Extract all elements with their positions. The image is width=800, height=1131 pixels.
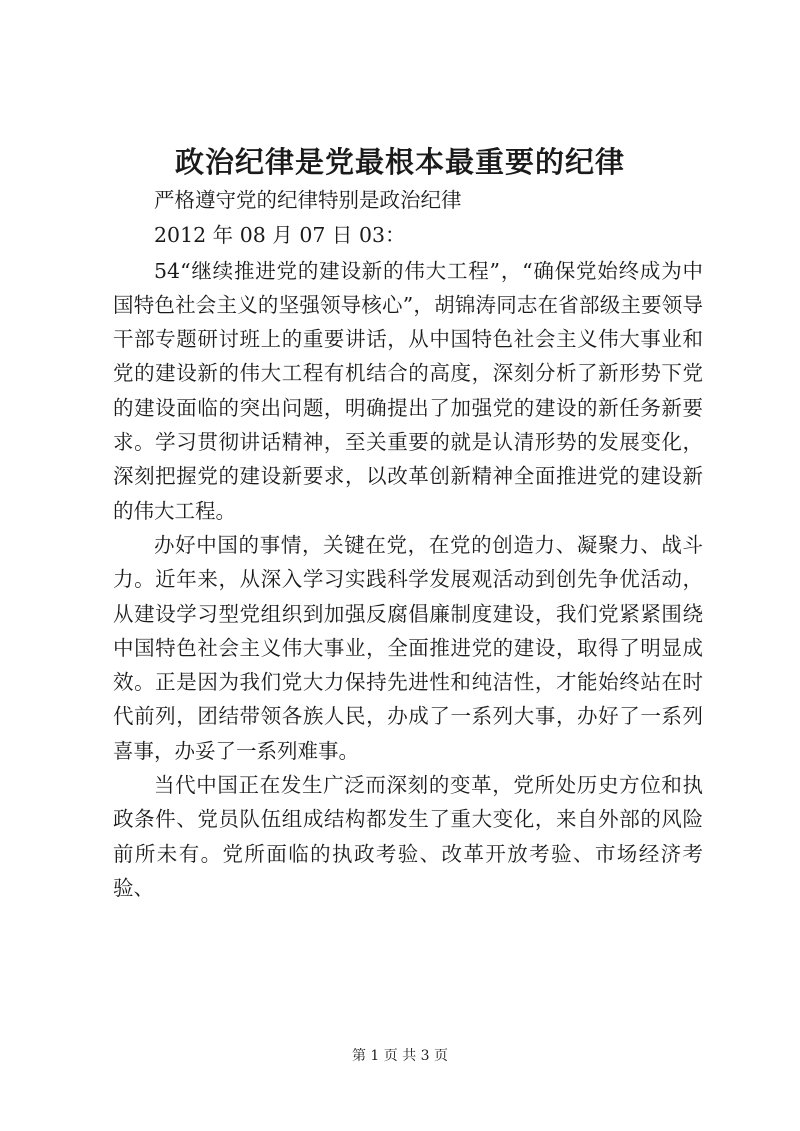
paragraph-1: 54“继续推进党的建设新的伟大工程”，“确保党始终成为中国特色社会主义的坚强领导核心”，胡锦涛同志在省部级主要领导干部专题研讨班上的重要讲话，从中国特色社会主义伟大事业和党的建设新的伟大工程有机结合的高度，深刻分析了新形势下党的建设面临的突出问题，明确提出了加强党的建设的新任务新要求。学习贯彻讲话精神，至关重要的就是认清形势的发展变化，深刻把握党的建设新要求，以改革创新精神全面推进党的建设新的伟大工程。: [113, 258, 703, 523]
document-body: [113, 183, 703, 905]
page-footer: 第 1 页 共 3 页: [351, 1048, 449, 1064]
document-date: 2012 年 08 月 07 日 03：: [154, 223, 406, 248]
page-title: 政治纪律是党最根本最重要的纪律: [174, 145, 625, 179]
document-subtitle: 严格遵守党的纪律特别是政治纪律: [154, 188, 462, 212]
paragraph-2: 办好中国的事情，关键在党，在党的创造力、凝聚力、战斗力。近年来，从深入学习实践科学发展观活动到创先争优活动，从建设学习型党组织到加强反腐倡廉制度建设，我们党紧紧围绕中国特色社会主义伟大事业，全面推进党的建设，取得了明显成效。正是因为我们党大力保持先进性和纯洁性，才能始终站在时代前列，团结带领各族人民，办成了一系列大事，办好了一系列喜事，办妥了一系列难事。: [113, 532, 703, 763]
paragraph-3: 当代中国正在发生广泛而深刻的变革，党所处历史方位和执政条件、党员队伍组成结构都发生了重大变化，来自外部的风险前所未有。党所面临的执政考验、改革开放考验、市场经济考验、: [113, 773, 703, 900]
